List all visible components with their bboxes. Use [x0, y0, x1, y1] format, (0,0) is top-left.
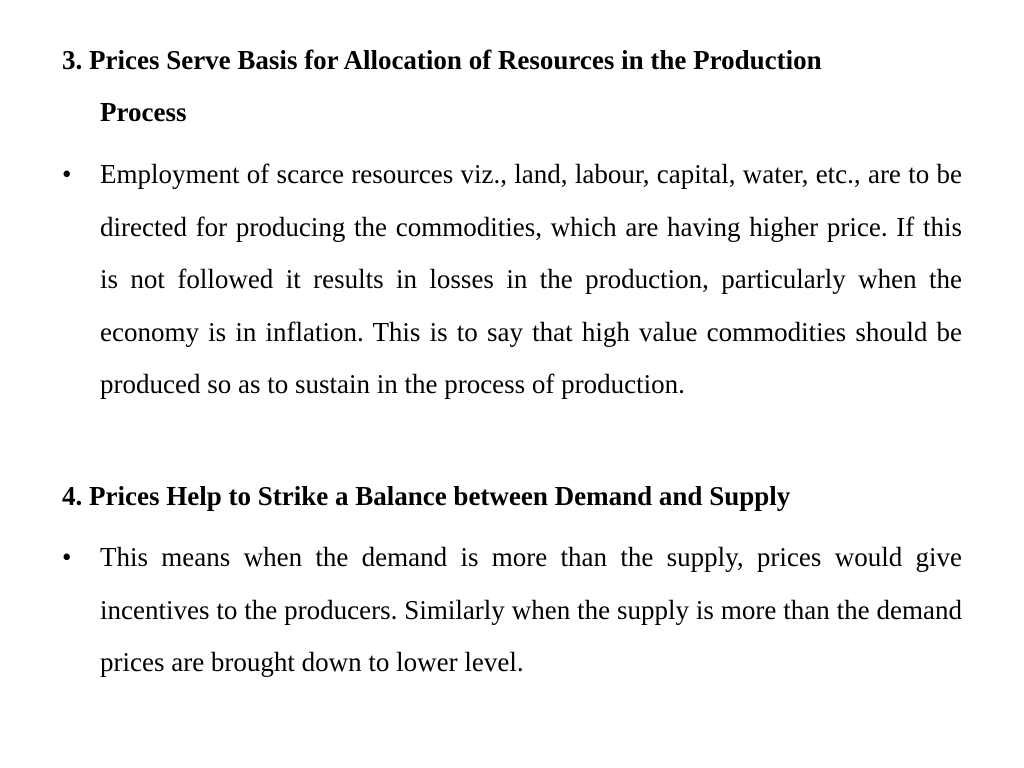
section-3-heading: [62, 34, 962, 138]
section-3-bullet: [62, 148, 962, 411]
bullet-icon: •: [62, 159, 72, 189]
section-3-heading-continuation: Process: [100, 97, 187, 127]
bullet-icon: •: [62, 542, 72, 572]
section-3-heading-text: 3. Prices Serve Basis for Allocation of Resources in the Production: [62, 45, 822, 75]
section-4-heading: [62, 470, 962, 522]
section-4-heading-text: 4. Prices Help to Strike a Balance between Demand and Supply: [62, 481, 791, 511]
section-4-bullet: [62, 531, 962, 689]
section-4-bullet-text: This means when the demand is more than the supply, prices would give incentives to the producers. Similarly when the supply is more than the demand prices are brought down to lower level.: [100, 542, 962, 678]
section-3-bullet-text: Employment of scarce resources viz., land, labour, capital, water, etc., are to be directed for producing the commodities, which are having higher price. If this is not followed it results in losses in the production, particularly when the economy is in inflation. This is to say that high value commodities should be produced so as to sustain in the process of production.: [100, 159, 962, 400]
